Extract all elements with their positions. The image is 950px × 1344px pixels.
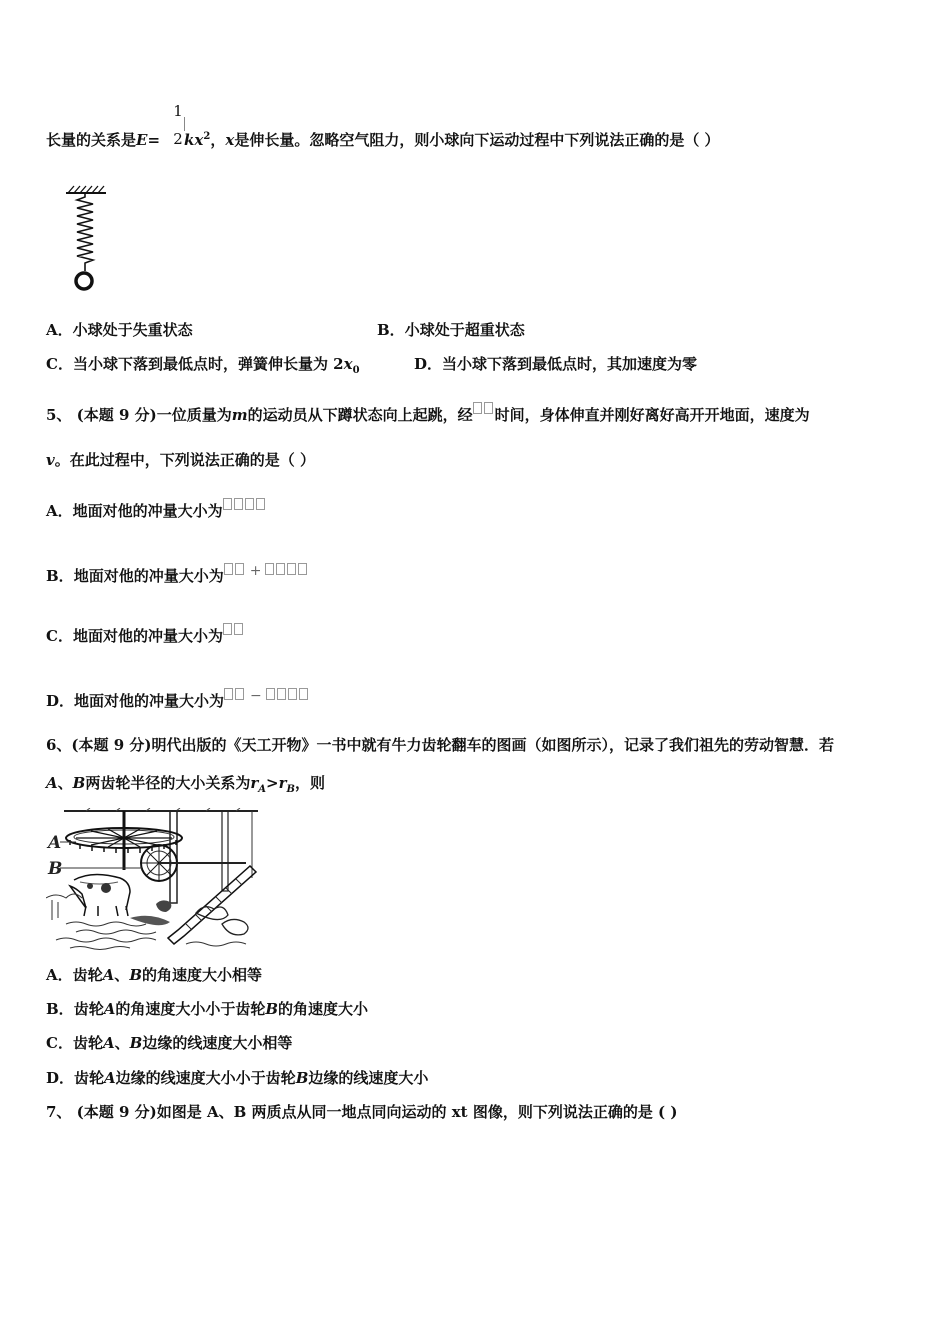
q5-stem-line1: 5、 (本题 9 分)一位质量为m的运动员从下蹲状态向上起跳，经 时间，身体伸直并刚好离好高开开地面，速度为 (46, 402, 810, 425)
q6-option-b[interactable]: B．齿轮A的角速度大小小于齿轮B的角速度大小 (46, 1000, 369, 1018)
fraction-denominator: 2 (173, 130, 183, 148)
spring-ball-figure (60, 185, 110, 295)
q6-option-d[interactable]: D．齿轮A边缘的线速度大小小于齿轮B边缘的线速度大小 (46, 1069, 429, 1087)
q6-stem-line2: A、B两齿轮半径的大小关系为$r_A>r_B$，则 (46, 774, 325, 795)
q6-stem-line1: 6、(本题 9 分)明代出版的《天工开物》一书中就有牛力齿轮翻车的图画（如图所示），记录了我们祖先的劳动智慧．若 (46, 736, 835, 754)
fig-label-b: B (48, 859, 63, 879)
fig-label-a: A (48, 833, 62, 853)
q4-option-a[interactable]: A．小球处于失重状态 (46, 321, 193, 339)
q4-option-d[interactable]: D．当小球下落到最低点时，其加速度为零 (414, 355, 698, 373)
q5-stem-line2: v。在此过程中，下列说法正确的是（ ） (46, 451, 315, 469)
q5-option-b[interactable]: B．地面对他的冲量大小为 + (46, 561, 309, 586)
q4-stem-line: 长量的关系是$E= kx^2$，x是伸长量。忽略空气阻力，则小球向下运动过程中下列说法正确的是（ ） (46, 131, 720, 149)
q6-option-c[interactable]: C．齿轮A、B边缘的线速度大小相等 (46, 1034, 293, 1052)
q4-option-c[interactable]: C．当小球下落到最低点时，弹簧伸长量为 $2x_0$ (46, 355, 360, 376)
q5-option-d[interactable]: D．地面对他的冲量大小为 − (46, 686, 310, 711)
fraction-numerator: 1 (173, 102, 183, 120)
q6-option-a[interactable]: A．齿轮A、B的角速度大小相等 (46, 966, 263, 984)
q5-option-a[interactable]: A．地面对他的冲量大小为 (46, 498, 267, 521)
q5-option-c[interactable]: C．地面对他的冲量大小为 (46, 623, 245, 646)
ox-driven-gear-waterwheel-illustration (46, 808, 262, 950)
q7-stem-line: 7、 (本题 9 分)如图是 A、B 两质点从同一地点同向运动的 xt 图像，则下列说法正确的是 ( ) (46, 1103, 678, 1121)
q4-option-b[interactable]: B．小球处于超重状态 (377, 321, 525, 339)
